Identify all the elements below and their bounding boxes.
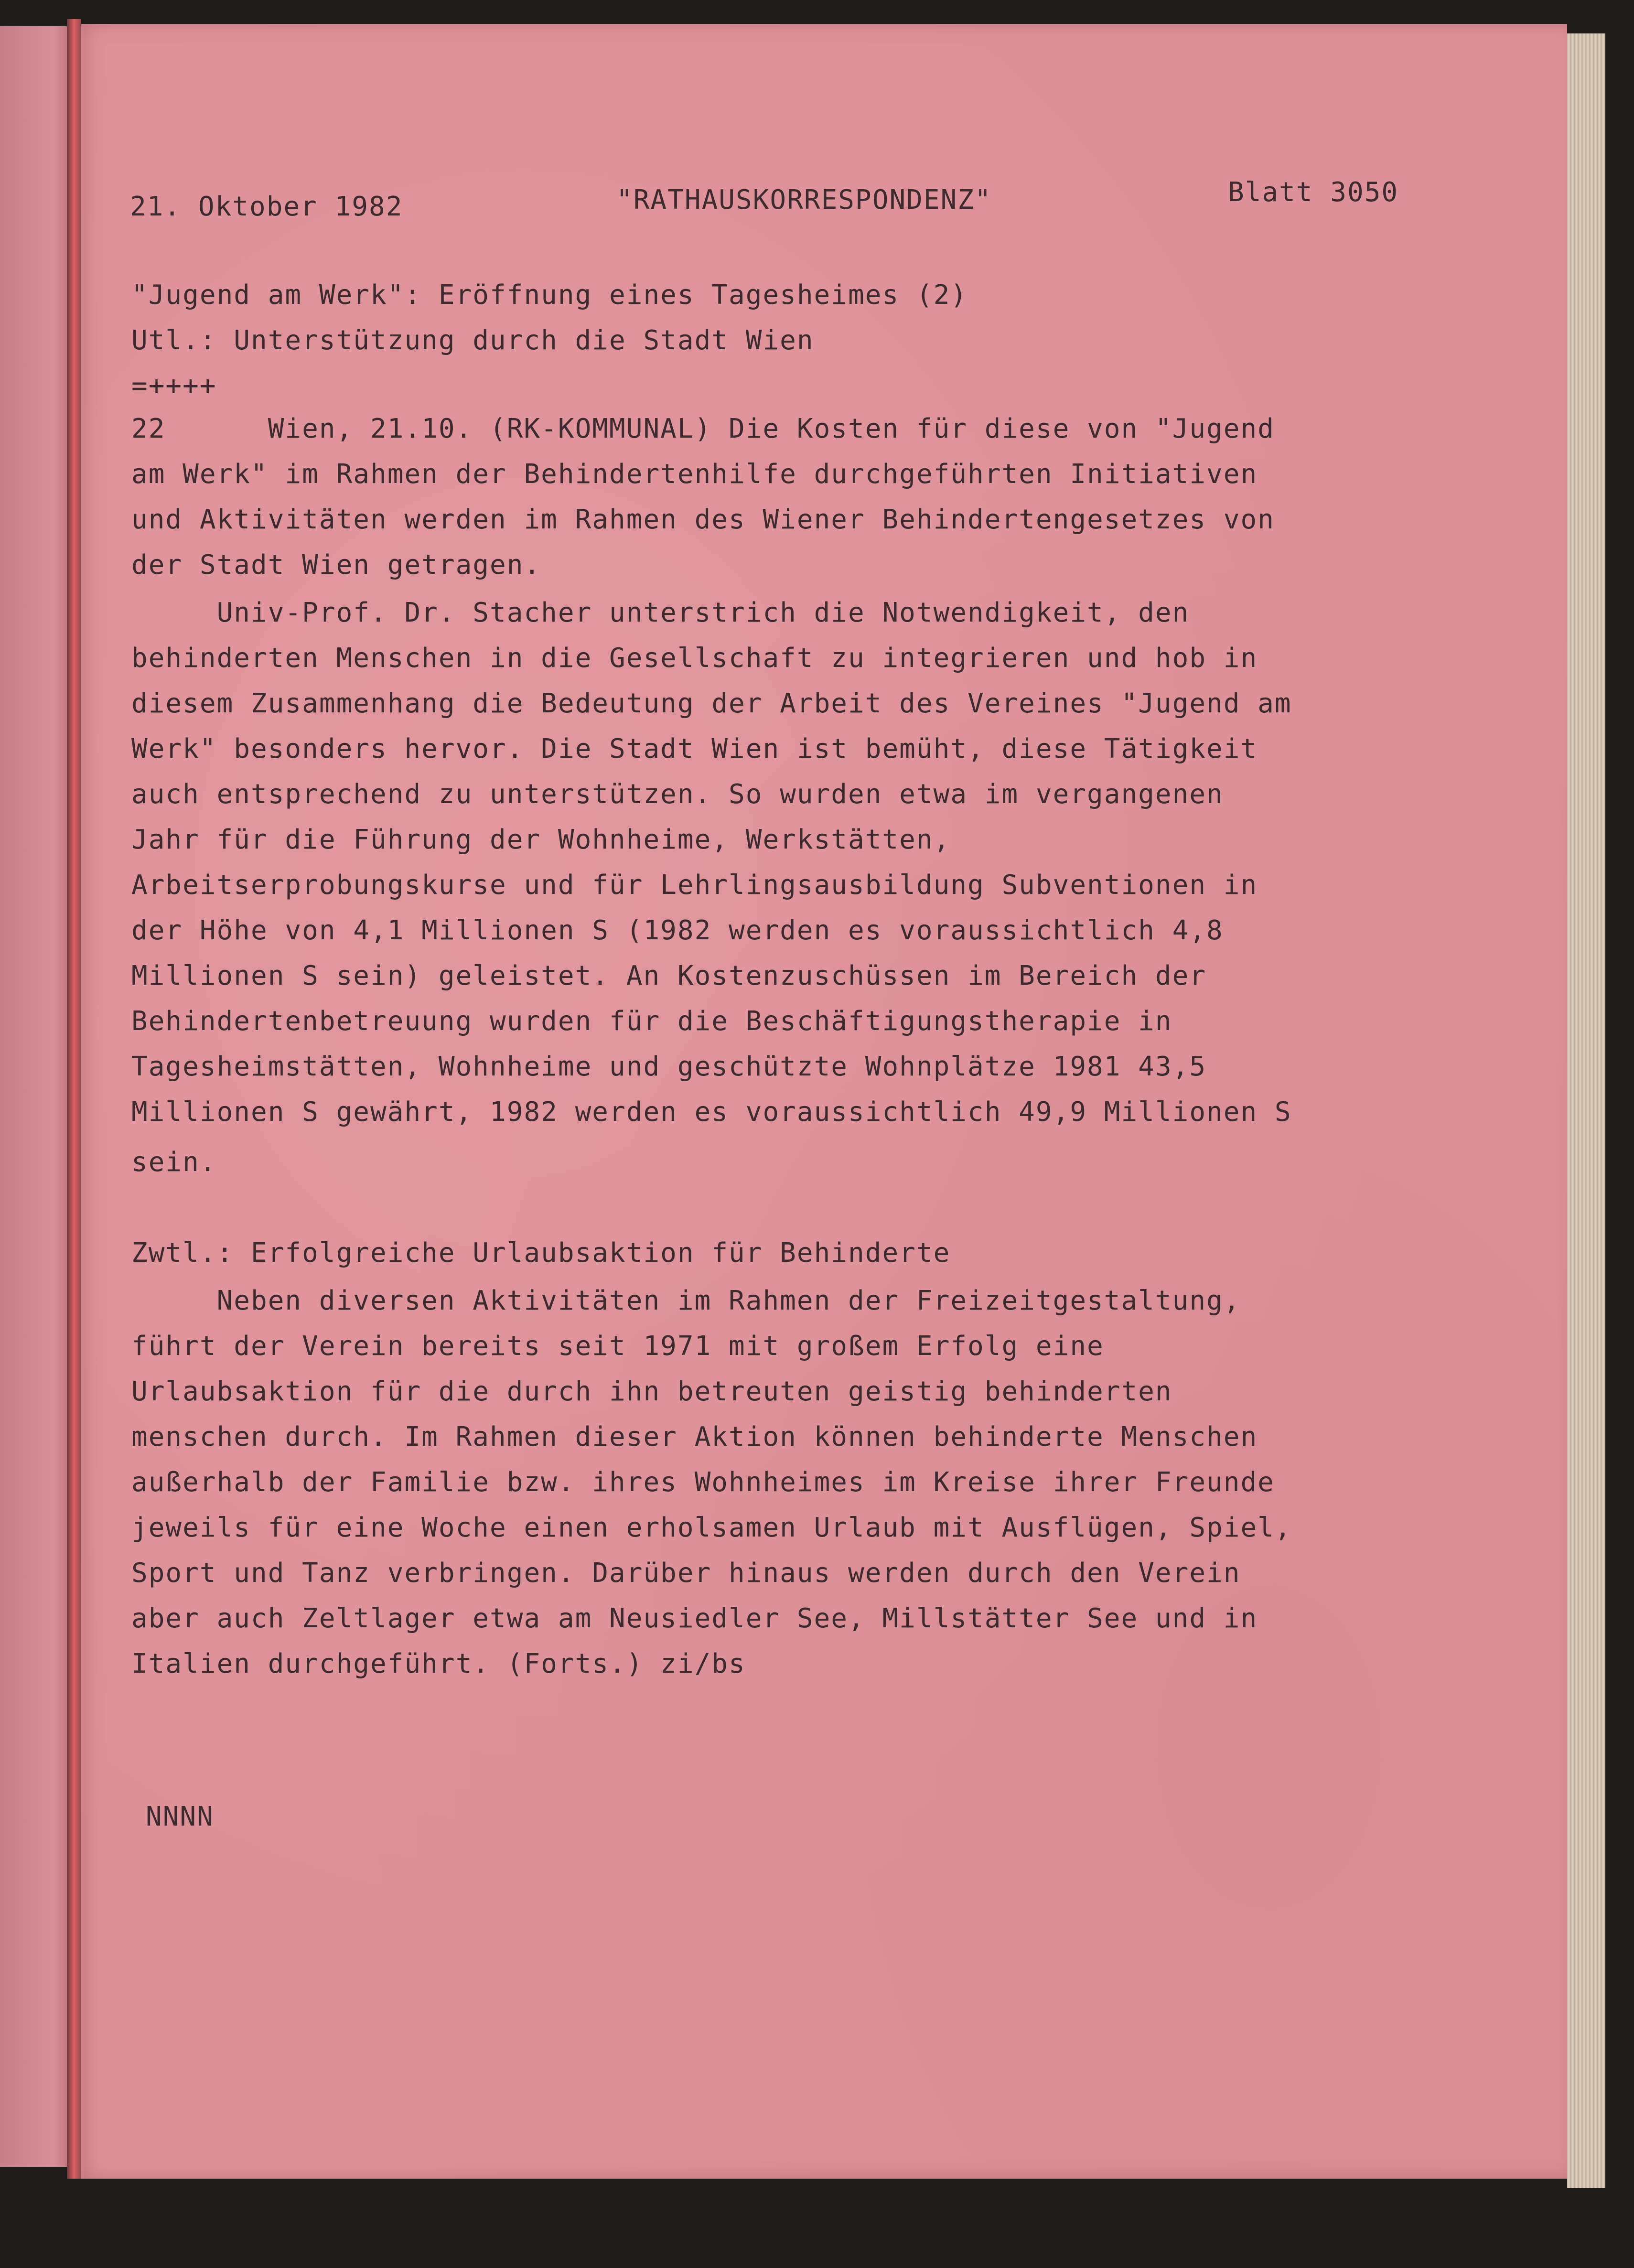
end-mark: NNNN [146, 1801, 214, 1832]
header-source: "RATHAUSKORRESPONDENZ" [616, 184, 992, 215]
text-line: Urlaubsaktion für die durch ihn betreuten geistig behinderten [131, 1376, 1172, 1407]
text-line: der Stadt Wien getragen. [131, 549, 541, 580]
article-headline: "Jugend am Werk": Eröffnung eines Tagesheimes (2) [131, 279, 968, 311]
text-line: menschen durch. Im Rahmen dieser Aktion können behinderte Menschen [131, 1421, 1258, 1452]
text-line: der Höhe von 4,1 Millionen S (1982 werden es voraussichtlich 4,8 [131, 915, 1224, 946]
text-line: Arbeitserprobungskurse und für Lehrlingsausbildung Subventionen in [131, 870, 1258, 901]
text-line: diesem Zusammenhang die Bedeutung der Arbeit des Vereines "Jugend am [131, 688, 1292, 719]
separator-mark: =++++ [131, 370, 217, 401]
text-line: Tagesheimstätten, Wohnheime und geschützte Wohnplätze 1981 43,5 [131, 1051, 1207, 1082]
text-line: sein. [131, 1147, 217, 1178]
text-line: 22 Wien, 21.10. (RK-KOMMUNAL) Die Kosten für diese von "Jugend [131, 413, 1275, 444]
text-line: Neben diversen Aktivitäten im Rahmen der Freizeitgestaltung, [131, 1285, 1241, 1316]
text-line: Millionen S sein) geleistet. An Kostenzuschüssen im Bereich der [131, 960, 1207, 991]
book-gutter [67, 19, 81, 2179]
text-line: jeweils für eine Woche einen erholsamen Urlaub mit Ausflügen, Spiel, [131, 1512, 1292, 1543]
left-page-edge [0, 26, 76, 2167]
text-line: auch entsprechend zu unterstützen. So wurden etwa im vergangenen [131, 779, 1224, 810]
text-line: führt der Verein bereits seit 1971 mit großem Erfolg eine [131, 1331, 1104, 1362]
text-line: Univ-Prof. Dr. Stacher unterstrich die Notwendigkeit, den [131, 597, 1190, 628]
text-line: aber auch Zeltlager etwa am Neusiedler See, Millstätter See und in [131, 1603, 1258, 1634]
text-line: Behindertenbetreuung wurden für die Beschäftigungstherapie in [131, 1006, 1172, 1037]
text-line: Werk" besonders hervor. Die Stadt Wien ist bemüht, diese Tätigkeit [131, 733, 1258, 764]
text-line: und Aktivitäten werden im Rahmen des Wiener Behindertengesetzes von [131, 504, 1275, 535]
page-stack-edges [1567, 33, 1605, 2188]
text-line: Millionen S gewährt, 1982 werden es voraussichtlich 49,9 Millionen S [131, 1096, 1292, 1128]
text-line: außerhalb der Familie bzw. ihres Wohnheimes im Kreise ihrer Freunde [131, 1467, 1275, 1498]
header-sheet-number: Blatt 3050 [1228, 177, 1399, 208]
text-line: Sport und Tanz verbringen. Darüber hinaus werden durch den Verein [131, 1558, 1241, 1589]
header-date: 21. Oktober 1982 [130, 191, 403, 222]
text-line: Jahr für die Führung der Wohnheime, Werkstätten, [131, 824, 951, 855]
article-subheadline: Utl.: Unterstützung durch die Stadt Wien [131, 325, 814, 356]
section-subheading: Zwtl.: Erfolgreiche Urlaubsaktion für Behinderte [131, 1237, 951, 1268]
text-line: am Werk" im Rahmen der Behindertenhilfe durchgeführten Initiativen [131, 459, 1258, 490]
text-line: behinderten Menschen in die Gesellschaft zu integrieren und hob in [131, 643, 1258, 674]
text-line: Italien durchgeführt. (Forts.) zi/bs [131, 1648, 746, 1679]
